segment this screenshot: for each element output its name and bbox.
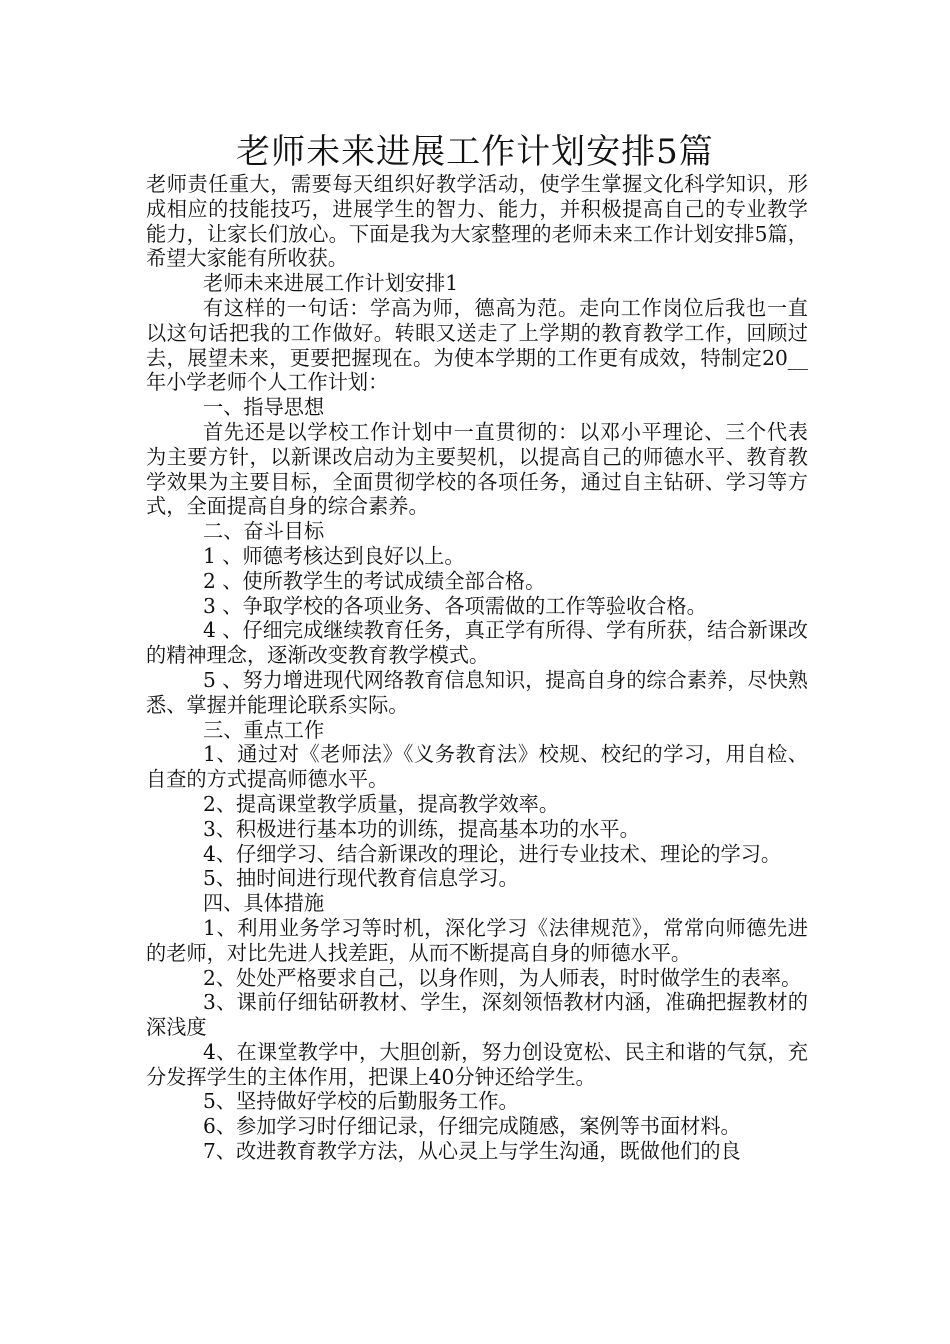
paragraph: 二、奋斗目标 [203,519,325,544]
paragraph: 2、处处严格要求自己，以身作则，为人师表，时时做学生的表率。 [203,965,802,990]
paragraph: 3、课前仔细钻研教材、学生，深刻领悟教材内涵，准确把握教材的深浅度 [146,990,808,1040]
paragraph: 3 、争取学校的各项业务、各项需做的工作等验收合格。 [203,593,707,618]
paragraph: 1、利用业务学习等时机，深化学习《法律规范》，常常向师德先进的老师，对比先进人找差距，从而不断提高自身的师德水平。 [146,915,808,965]
paragraph: 1、通过对《老师法》《义务教育法》校规、校纪的学习，用自检、自查的方式提高师德水平。 [146,742,808,792]
paragraph: 4、仔细学习、结合新课改的理论，进行专业技术、理论的学习。 [203,841,782,866]
paragraph: 7、改进教育教学方法，从心灵上与学生沟通，既做他们的良 [203,1139,741,1164]
paragraph: 有这样的一句话：学高为师，德高为范。走向工作岗位后我也一直以这句话把我的工作做好。转眼又送走了上学期的教育教学工作，回顾过去，展望未来，更要把握现在。为使本学期的工作更有成效，特制定20__年小学老师个人工作计划： [146,295,808,395]
paragraph: 2、提高课堂教学质量，提高教学效率。 [203,791,560,816]
paragraph: 3、积极进行基本功的训练，提高基本功的水平。 [203,816,640,841]
paragraph: 一、指导思想 [203,395,325,420]
paragraph: 5 、努力增进现代网络教育信息知识，提高自身的综合素养，尽快熟悉、掌握并能理论联系实际。 [146,667,808,717]
document-title: 老师未来进展工作计划安排5篇 [236,132,714,172]
paragraph: 首先还是以学校工作计划中一直贯彻的：以邓小平理论、三个代表为主要方针，以新课改启动为主要契机，以提高自己的师德水平、教育教学效果为主要目标，全面贯彻学校的各项任务，通过自主钻研、学习等方式，全面提高自身的综合素养。 [146,419,808,519]
paragraph: 老师未来进展工作计划安排1 [203,271,459,296]
paragraph: 6、参加学习时仔细记录，仔细完成随感，案例等书面材料。 [203,1114,741,1139]
paragraph: 老师责任重大，需要每天组织好教学活动，使学生掌握文化科学知识，形成相应的技能技巧，进展学生的智力、能力，并积极提高自己的专业教学能力，让家长们放心。下面是我为大家整理的老师未来工作计划安排5篇，希望大家能有所收获。 [146,172,808,271]
paragraph: 4 、仔细完成继续教育任务，真正学有所得、学有所获，结合新课改的精神理念，逐渐改变教育教学模式。 [146,618,808,668]
paragraph: 5、抽时间进行现代教育信息学习。 [203,866,519,891]
paragraph: 4、在课堂教学中，大胆创新，努力创设宽松、民主和谐的气氛，充分发挥学生的主体作用，把课上40分钟还给学生。 [146,1039,808,1089]
paragraph: 四、具体措施 [203,891,325,916]
paragraph: 5、坚持做好学校的后勤服务工作。 [203,1089,519,1114]
paragraph: 1 、师德考核达到良好以上。 [203,543,465,568]
paragraph: 2 、使所教学生的考试成绩全部合格。 [203,568,546,593]
paragraph: 三、重点工作 [203,717,325,742]
document-body [146,172,808,1164]
